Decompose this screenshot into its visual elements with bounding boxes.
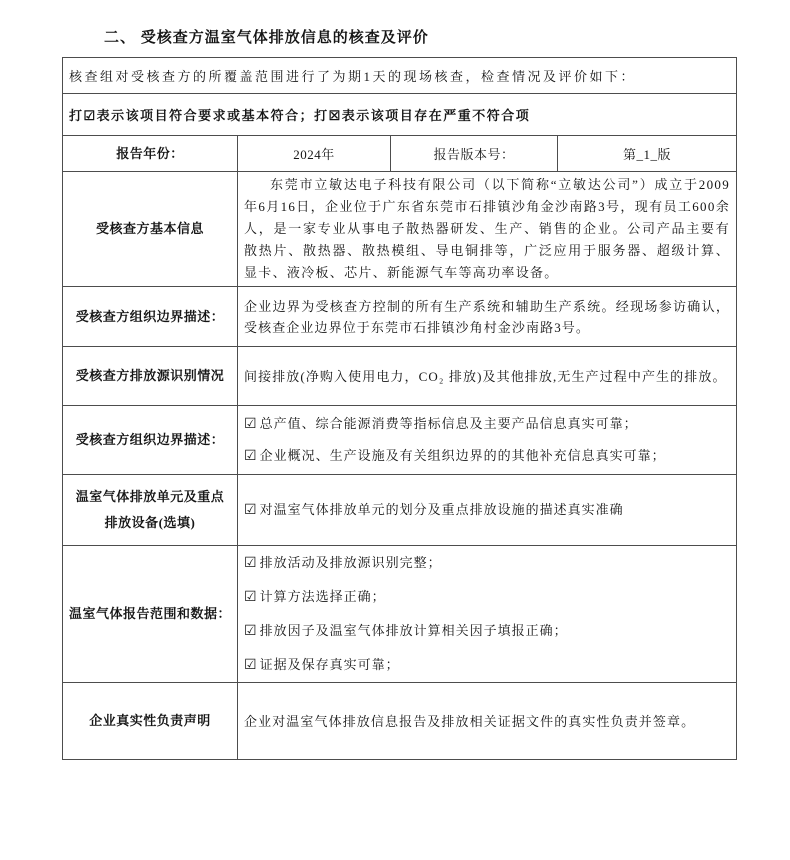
- table-row-intro: [63, 58, 737, 94]
- report-version-label: 报告版本号：: [391, 136, 558, 172]
- basic-info-label: 受核查方基本信息: [63, 172, 238, 287]
- report-year-value: 2024年: [238, 136, 391, 172]
- report-scope-label: 温室气体报告范围和数据：: [63, 546, 238, 683]
- table-row-org-boundary-check: [63, 406, 737, 475]
- verification-table: [62, 57, 737, 760]
- declaration-text: 企业对温室气体排放信息报告及排放相关证据文件的真实性负责并签章。: [244, 713, 696, 729]
- checklist-item: [244, 414, 730, 434]
- checkbox-checked-icon: ☑: [244, 448, 258, 464]
- report-version-value: 第_1_版: [558, 136, 737, 172]
- checkbox-checked-icon: ☑: [244, 416, 258, 432]
- checkbox-checked-icon: ☑: [244, 589, 258, 605]
- table-row-report-scope: [63, 546, 737, 683]
- declaration-label: 企业真实性负责声明: [63, 683, 238, 760]
- checkbox-checked-icon: ☑: [244, 555, 258, 571]
- emission-source-label: 受核查方排放源识别情况: [63, 347, 238, 406]
- org-boundary-checklist: [244, 414, 730, 466]
- checklist-item-text: 对温室气体排放单元的划分及重点排放设施的描述真实准确: [259, 502, 624, 517]
- checklist-item: [244, 446, 730, 466]
- org-boundary-check-label: 受核查方组织边界描述：: [63, 406, 238, 475]
- report-year-label: 报告年份：: [63, 136, 238, 172]
- intro-text: 核查组对受核查方的所覆盖范围进行了为期1天的现场核查，检查情况及评价如下：: [63, 58, 737, 94]
- report-scope-checklist: [244, 553, 730, 675]
- checklist-item: [244, 500, 730, 520]
- table-row-emission-unit: [63, 475, 737, 546]
- checklist-item-text: 总产值、综合能源消费等指标信息及主要产品信息真实可靠；: [259, 416, 638, 431]
- org-boundary-desc-label: 受核查方组织边界描述：: [63, 287, 238, 347]
- checklist-item-text: 排放活动及排放源识别完整；: [259, 555, 442, 570]
- emission-unit-label-line2: 排放设备(选填): [104, 515, 196, 530]
- checklist-item-text: 排放因子及温室气体排放计算相关因子填报正确；: [259, 623, 568, 638]
- checkbox-checked-icon: ☑: [244, 502, 258, 518]
- checklist-item: [244, 655, 730, 675]
- checklist-item: [244, 587, 730, 607]
- checkbox-checked-icon: ☑: [244, 623, 258, 639]
- table-row-emission-source: [63, 347, 737, 406]
- checklist-item: [244, 553, 730, 573]
- emission-unit-label: [63, 475, 238, 546]
- emission-unit-label-line1: 温室气体排放单元及重点: [75, 489, 225, 504]
- table-row-report-year: [63, 136, 737, 172]
- table-row-basic-info: [63, 172, 737, 287]
- legend-text: 打☑表示该项目符合要求或基本符合；打☒表示该项目存在严重不符合项: [63, 94, 737, 136]
- table-row-declaration: [63, 683, 737, 760]
- checklist-item-text: 企业概况、生产设施及有关组织边界的的其他补充信息真实可靠；: [259, 448, 666, 463]
- table-row-org-boundary-desc: [63, 287, 737, 347]
- section-title: 二、 受核查方温室气体排放信息的核查及评价: [104, 30, 429, 46]
- emission-unit-checklist: [244, 500, 730, 520]
- emission-source-text: 间接排放(净购入使用电力，CO₂ 排放)及其他排放,无生产过程中产生的排放。: [244, 368, 727, 384]
- checklist-item: [244, 621, 730, 641]
- org-boundary-desc-text: 企业边界为受核查方控制的所有生产系统和辅助生产系统。经现场参访确认，受核查企业边界位于东莞市石排镇沙角村金沙南路3号。: [244, 298, 731, 335]
- checkbox-checked-icon: ☑: [244, 657, 258, 673]
- checklist-item-text: 证据及保存真实可靠；: [259, 657, 400, 672]
- checklist-item-text: 计算方法选择正确；: [259, 589, 386, 604]
- basic-info-text: 东莞市立敏达电子科技有限公司（以下简称“立敏达公司”）成立于2009年6月16日，企业位于广东省东莞市石排镇沙角金沙南路3号，现有员工600余人，是一家专业从事电子散热器研发、生产、销售的企业。公司产品主要有散热片、散热器、散热模组、导电铜排等，广泛应用于服务器、超级计算、显卡、液冷板、芯片、新能源气车等高功率设备。: [244, 177, 731, 280]
- table-row-legend: [63, 94, 737, 136]
